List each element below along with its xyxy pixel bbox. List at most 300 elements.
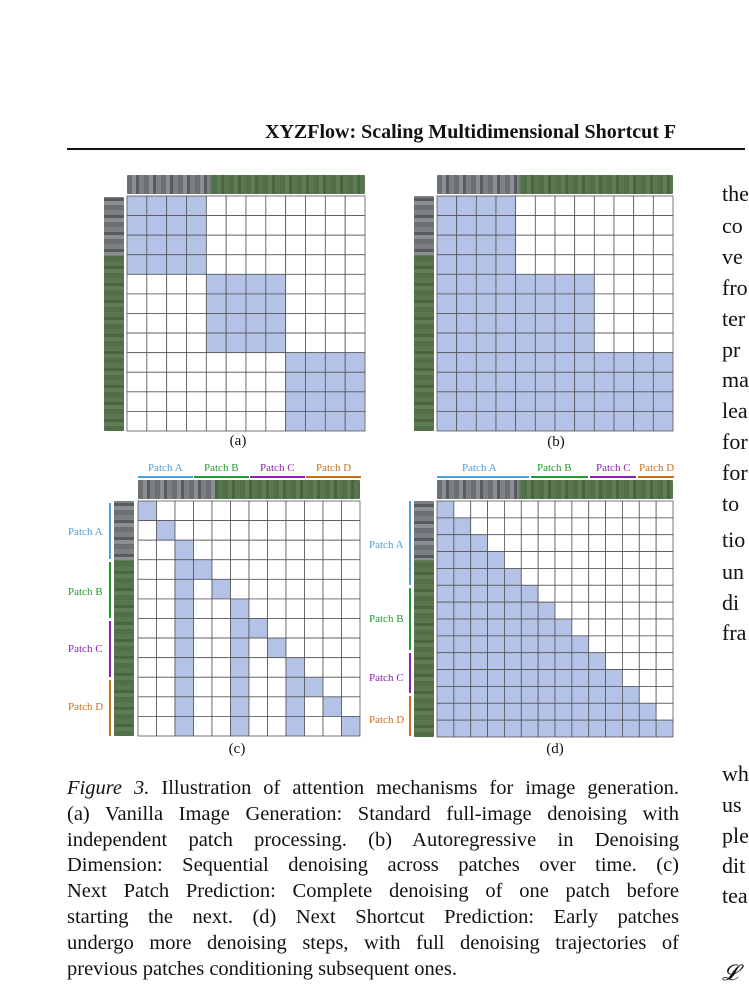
attention-cell-empty <box>246 196 266 216</box>
attention-cell-empty <box>555 235 575 255</box>
attention-cell-filled <box>488 602 505 619</box>
attention-cell-filled <box>496 216 516 236</box>
attention-cell-empty <box>606 568 623 585</box>
attention-cell-filled <box>538 636 555 653</box>
panel-d-row-bar-a <box>409 501 411 585</box>
attention-cell-empty <box>325 294 345 314</box>
attention-cell-filled <box>206 274 226 294</box>
attention-cell-filled <box>555 333 575 353</box>
attention-cell-empty <box>521 518 538 535</box>
attention-cell-empty <box>538 552 555 569</box>
attention-cell-empty <box>266 196 286 216</box>
attention-cell-empty <box>488 535 505 552</box>
attention-cell-filled <box>476 333 496 353</box>
attention-cell-empty <box>212 521 231 541</box>
attention-cell-filled <box>653 372 673 392</box>
attention-cell-filled <box>516 333 536 353</box>
panel-d-attention-grid <box>437 501 673 737</box>
attention-cell-filled <box>538 619 555 636</box>
attention-cell-filled <box>471 535 488 552</box>
attention-cell-filled <box>496 196 516 216</box>
attention-cell-filled <box>555 314 575 334</box>
attention-cell-filled <box>147 235 167 255</box>
panel-d-row-bar-c <box>409 653 411 693</box>
attention-cell-filled <box>639 720 656 737</box>
attention-cell-filled <box>488 653 505 670</box>
attention-cell-empty <box>194 579 213 599</box>
attention-cell-filled <box>476 353 496 373</box>
attention-cell-filled <box>249 619 268 639</box>
attention-cell-filled <box>634 372 654 392</box>
attention-cell-empty <box>639 636 656 653</box>
attention-cell-empty <box>538 568 555 585</box>
attention-cell-filled <box>127 216 147 236</box>
attention-cell-filled <box>286 716 305 736</box>
attention-cell-empty <box>622 518 639 535</box>
attention-cell-empty <box>594 274 614 294</box>
attention-cell-empty <box>622 585 639 602</box>
attention-cell-empty <box>323 501 342 521</box>
right-column-fragment: wh <box>722 761 749 786</box>
attention-cell-empty <box>622 535 639 552</box>
attention-cell-empty <box>187 411 207 431</box>
panel-d-row-patch-a: Patch A <box>369 539 404 551</box>
attention-cell-filled <box>634 392 654 412</box>
panel-d-col-bar-b <box>531 476 588 478</box>
attention-cell-empty <box>606 501 623 518</box>
attention-cell-empty <box>575 255 595 275</box>
attention-cell-empty <box>639 535 656 552</box>
attention-cell-empty <box>266 235 286 255</box>
attention-cell-empty <box>138 540 157 560</box>
attention-cell-empty <box>231 521 250 541</box>
attention-cell-empty <box>266 392 286 412</box>
attention-cell-filled <box>266 294 286 314</box>
attention-cell-filled <box>437 411 457 431</box>
attention-cell-empty <box>639 619 656 636</box>
attention-cell-empty <box>325 274 345 294</box>
attention-cell-empty <box>606 518 623 535</box>
attention-cell-empty <box>231 540 250 560</box>
attention-cell-filled <box>454 703 471 720</box>
attention-cell-filled <box>268 638 287 658</box>
panel-d-col-bar-a <box>437 476 529 478</box>
attention-cell-filled <box>538 720 555 737</box>
attention-cell-filled <box>457 235 477 255</box>
attention-cell-empty <box>555 535 572 552</box>
attention-cell-filled <box>516 372 536 392</box>
attention-cell-filled <box>454 552 471 569</box>
right-column-fragment: for <box>722 429 748 454</box>
attention-cell-filled <box>231 697 250 717</box>
right-column-fragment: to <box>722 491 740 516</box>
attention-cell-empty <box>504 552 521 569</box>
attention-cell-empty <box>325 196 345 216</box>
attention-cell-empty <box>306 196 326 216</box>
attention-cell-empty <box>589 518 606 535</box>
attention-cell-empty <box>342 599 361 619</box>
attention-cell-empty <box>634 255 654 275</box>
attention-cell-empty <box>157 540 176 560</box>
attention-cell-filled <box>535 353 555 373</box>
attention-cell-empty <box>268 560 287 580</box>
attention-cell-filled <box>504 568 521 585</box>
attention-cell-empty <box>589 602 606 619</box>
attention-cell-filled <box>535 372 555 392</box>
attention-cell-filled <box>572 686 589 703</box>
right-column-fragment: for <box>722 460 748 485</box>
attention-cell-empty <box>286 540 305 560</box>
attention-cell-filled <box>437 535 454 552</box>
attention-cell-empty <box>194 658 213 678</box>
attention-cell-filled <box>175 579 194 599</box>
attention-cell-filled <box>594 392 614 412</box>
attention-cell-empty <box>226 411 246 431</box>
attention-cell-empty <box>231 501 250 521</box>
attention-cell-filled <box>437 703 454 720</box>
attention-cell-empty <box>575 235 595 255</box>
attention-cell-empty <box>226 372 246 392</box>
attention-cell-empty <box>147 411 167 431</box>
attention-cell-empty <box>594 314 614 334</box>
attention-cell-filled <box>457 216 477 236</box>
right-column-fragment: ve <box>722 244 743 269</box>
attention-cell-filled <box>457 372 477 392</box>
attention-cell-empty <box>656 552 673 569</box>
attention-cell-filled <box>614 372 634 392</box>
panel-d-col-patch-b: Patch B <box>537 462 572 474</box>
attention-cell-empty <box>268 619 287 639</box>
attention-cell-empty <box>606 602 623 619</box>
right-column-fragment: co <box>722 213 743 238</box>
attention-cell-filled <box>206 314 226 334</box>
attention-cell-filled <box>175 677 194 697</box>
attention-cell-empty <box>127 392 147 412</box>
attention-cell-empty <box>614 255 634 275</box>
attention-cell-filled <box>555 653 572 670</box>
attention-cell-empty <box>286 521 305 541</box>
caption-figure-label: Figure 3. <box>67 777 150 799</box>
attention-cell-filled <box>538 670 555 687</box>
attention-cell-empty <box>167 353 187 373</box>
panel-c-row-patch-c: Patch C <box>68 643 103 655</box>
attention-cell-filled <box>614 392 634 412</box>
attention-cell-empty <box>622 501 639 518</box>
attention-cell-empty <box>606 653 623 670</box>
attention-cell-empty <box>622 552 639 569</box>
attention-cell-filled <box>488 585 505 602</box>
attention-cell-filled <box>437 619 454 636</box>
attention-cell-filled <box>437 552 454 569</box>
attention-cell-filled <box>231 677 250 697</box>
attention-cell-empty <box>614 333 634 353</box>
attention-cell-empty <box>656 501 673 518</box>
attention-cell-filled <box>231 599 250 619</box>
attention-cell-filled <box>521 720 538 737</box>
attention-cell-filled <box>454 636 471 653</box>
attention-cell-filled <box>488 686 505 703</box>
attention-cell-empty <box>639 653 656 670</box>
attention-cell-empty <box>138 658 157 678</box>
attention-cell-empty <box>521 535 538 552</box>
right-column-fragment: di <box>722 590 740 615</box>
attention-cell-empty <box>268 599 287 619</box>
attention-cell-empty <box>656 568 673 585</box>
attention-cell-empty <box>286 333 306 353</box>
attention-cell-empty <box>656 619 673 636</box>
attention-cell-filled <box>206 333 226 353</box>
attention-cell-filled <box>634 411 654 431</box>
attention-cell-empty <box>594 333 614 353</box>
right-column-fragment: tio <box>722 527 746 552</box>
attention-cell-empty <box>167 372 187 392</box>
attention-cell-filled <box>521 686 538 703</box>
attention-cell-empty <box>653 255 673 275</box>
attention-cell-filled <box>516 314 536 334</box>
attention-cell-empty <box>268 540 287 560</box>
attention-cell-empty <box>589 552 606 569</box>
attention-cell-empty <box>286 501 305 521</box>
attention-cell-empty <box>138 579 157 599</box>
attention-cell-empty <box>614 196 634 216</box>
attention-cell-empty <box>138 560 157 580</box>
attention-cell-filled <box>323 697 342 717</box>
attention-cell-empty <box>325 235 345 255</box>
attention-cell-empty <box>305 560 324 580</box>
attention-cell-filled <box>516 294 536 314</box>
panel-d-col-bar-d <box>638 476 674 478</box>
attention-cell-filled <box>342 716 361 736</box>
attention-cell-filled <box>437 255 457 275</box>
attention-cell-empty <box>504 501 521 518</box>
attention-cell-filled <box>471 602 488 619</box>
panel-d-row-image-strip <box>414 501 434 737</box>
attention-cell-filled <box>555 636 572 653</box>
attention-cell-empty <box>206 255 226 275</box>
attention-cell-filled <box>437 333 457 353</box>
attention-cell-filled <box>555 720 572 737</box>
attention-cell-empty <box>147 274 167 294</box>
attention-cell-empty <box>516 216 536 236</box>
attention-cell-filled <box>175 716 194 736</box>
attention-cell-empty <box>286 255 306 275</box>
attention-cell-filled <box>521 670 538 687</box>
panel-b-label: (b) <box>547 434 565 450</box>
panel-d-row-bar-b <box>409 588 411 650</box>
attention-cell-empty <box>555 568 572 585</box>
attention-cell-filled <box>606 670 623 687</box>
attention-cell-filled <box>147 196 167 216</box>
attention-cell-empty <box>656 602 673 619</box>
attention-cell-filled <box>504 619 521 636</box>
attention-cell-empty <box>656 670 673 687</box>
attention-cell-filled <box>246 274 266 294</box>
panel-c-row-patch-b: Patch B <box>68 586 103 598</box>
attention-cell-filled <box>496 314 516 334</box>
attention-cell-filled <box>454 568 471 585</box>
attention-cell-filled <box>437 602 454 619</box>
attention-cell-empty <box>634 314 654 334</box>
attention-cell-filled <box>437 585 454 602</box>
attention-cell-empty <box>246 353 266 373</box>
attention-cell-empty <box>639 686 656 703</box>
attention-cell-filled <box>622 720 639 737</box>
attention-cell-filled <box>345 372 365 392</box>
attention-cell-filled <box>454 720 471 737</box>
right-column-fragment: un <box>722 559 744 584</box>
caption-line: (a) Vanilla Image Generation: Standard full-image denoising with <box>67 802 679 825</box>
attention-cell-filled <box>437 501 454 518</box>
attention-cell-empty <box>323 560 342 580</box>
attention-cell-filled <box>286 353 306 373</box>
right-column-fragment: lea <box>722 398 748 423</box>
attention-cell-empty <box>212 540 231 560</box>
attention-cell-empty <box>226 235 246 255</box>
attention-cell-filled <box>246 314 266 334</box>
attention-cell-empty <box>572 585 589 602</box>
attention-cell-empty <box>606 619 623 636</box>
attention-cell-empty <box>226 196 246 216</box>
right-column-fragment: ple <box>722 823 749 848</box>
attention-cell-empty <box>138 638 157 658</box>
attention-cell-empty <box>286 274 306 294</box>
attention-cell-empty <box>167 314 187 334</box>
panel-c-col-patch-a: Patch A <box>148 462 183 474</box>
attention-cell-empty <box>147 372 167 392</box>
attention-cell-empty <box>606 552 623 569</box>
attention-cell-filled <box>572 653 589 670</box>
attention-cell-filled <box>488 568 505 585</box>
attention-cell-empty <box>639 552 656 569</box>
attention-cell-filled <box>653 353 673 373</box>
attention-cell-filled <box>488 619 505 636</box>
panel-c-label: (c) <box>228 741 246 757</box>
right-column-fragment: fra <box>722 620 747 645</box>
attention-cell-empty <box>521 568 538 585</box>
attention-cell-filled <box>212 579 231 599</box>
attention-cell-empty <box>589 619 606 636</box>
attention-cell-empty <box>206 392 226 412</box>
attention-cell-filled <box>454 619 471 636</box>
attention-cell-filled <box>437 274 457 294</box>
attention-cell-empty <box>306 333 326 353</box>
attention-cell-empty <box>622 602 639 619</box>
attention-cell-filled <box>488 720 505 737</box>
right-column-fragment: ter <box>722 306 746 331</box>
attention-cell-empty <box>226 216 246 236</box>
attention-cell-empty <box>226 392 246 412</box>
caption-line: undergo more denoising steps, with full denoising trajectories of <box>67 931 679 954</box>
attention-cell-empty <box>653 235 673 255</box>
attention-cell-filled <box>231 716 250 736</box>
attention-cell-filled <box>175 540 194 560</box>
attention-cell-empty <box>606 636 623 653</box>
attention-cell-filled <box>555 686 572 703</box>
panel-d-col-patch-a: Patch A <box>462 462 497 474</box>
attention-cell-empty <box>138 677 157 697</box>
right-column-fragment: ma <box>722 367 749 392</box>
attention-cell-empty <box>194 697 213 717</box>
attention-cell-empty <box>268 579 287 599</box>
attention-cell-filled <box>575 274 595 294</box>
attention-cell-filled <box>575 314 595 334</box>
attention-cell-empty <box>212 619 231 639</box>
attention-cell-empty <box>157 560 176 580</box>
attention-cell-empty <box>622 568 639 585</box>
attention-cell-empty <box>634 333 654 353</box>
attention-cell-empty <box>206 353 226 373</box>
attention-cell-filled <box>437 670 454 687</box>
attention-cell-empty <box>249 658 268 678</box>
attention-cell-empty <box>249 501 268 521</box>
attention-cell-filled <box>496 274 516 294</box>
attention-cell-empty <box>249 521 268 541</box>
attention-cell-empty <box>212 560 231 580</box>
attention-cell-empty <box>656 703 673 720</box>
attention-cell-empty <box>345 294 365 314</box>
attention-cell-empty <box>345 333 365 353</box>
attention-cell-filled <box>656 720 673 737</box>
attention-cell-filled <box>306 392 326 412</box>
attention-cell-filled <box>535 333 555 353</box>
panel-c-row-image-strip <box>114 501 134 736</box>
attention-cell-filled <box>521 636 538 653</box>
attention-cell-filled <box>471 568 488 585</box>
attention-cell-empty <box>323 619 342 639</box>
attention-cell-empty <box>305 619 324 639</box>
attention-cell-empty <box>249 716 268 736</box>
attention-cell-filled <box>127 196 147 216</box>
attention-cell-filled <box>454 518 471 535</box>
attention-cell-empty <box>589 585 606 602</box>
attention-cell-filled <box>606 686 623 703</box>
panel-c-col-patch-c: Patch C <box>260 462 295 474</box>
attention-cell-empty <box>187 294 207 314</box>
attention-cell-empty <box>345 314 365 334</box>
attention-cell-empty <box>516 196 536 216</box>
attention-cell-empty <box>572 501 589 518</box>
attention-cell-filled <box>555 619 572 636</box>
attention-cell-filled <box>175 560 194 580</box>
attention-cell-empty <box>138 599 157 619</box>
attention-cell-filled <box>575 372 595 392</box>
attention-cell-filled <box>437 353 457 373</box>
attention-cell-filled <box>167 235 187 255</box>
attention-cell-filled <box>538 602 555 619</box>
attention-cell-empty <box>342 579 361 599</box>
panel-c-row-bar-b <box>109 562 111 618</box>
attention-cell-filled <box>457 333 477 353</box>
attention-cell-filled <box>488 552 505 569</box>
attention-cell-empty <box>206 372 226 392</box>
attention-cell-filled <box>521 619 538 636</box>
attention-cell-empty <box>323 540 342 560</box>
panel-c-row-bar-a <box>109 503 111 559</box>
attention-cell-filled <box>306 353 326 373</box>
attention-cell-empty <box>167 392 187 412</box>
attention-cell-empty <box>138 697 157 717</box>
right-column-fragment: fro <box>722 275 748 300</box>
attention-cell-empty <box>634 196 654 216</box>
attention-cell-empty <box>656 535 673 552</box>
attention-cell-empty <box>147 294 167 314</box>
attention-cell-filled <box>476 235 496 255</box>
attention-cell-filled <box>572 670 589 687</box>
attention-cell-empty <box>323 658 342 678</box>
attention-cell-empty <box>555 216 575 236</box>
attention-cell-empty <box>342 521 361 541</box>
attention-cell-empty <box>147 353 167 373</box>
